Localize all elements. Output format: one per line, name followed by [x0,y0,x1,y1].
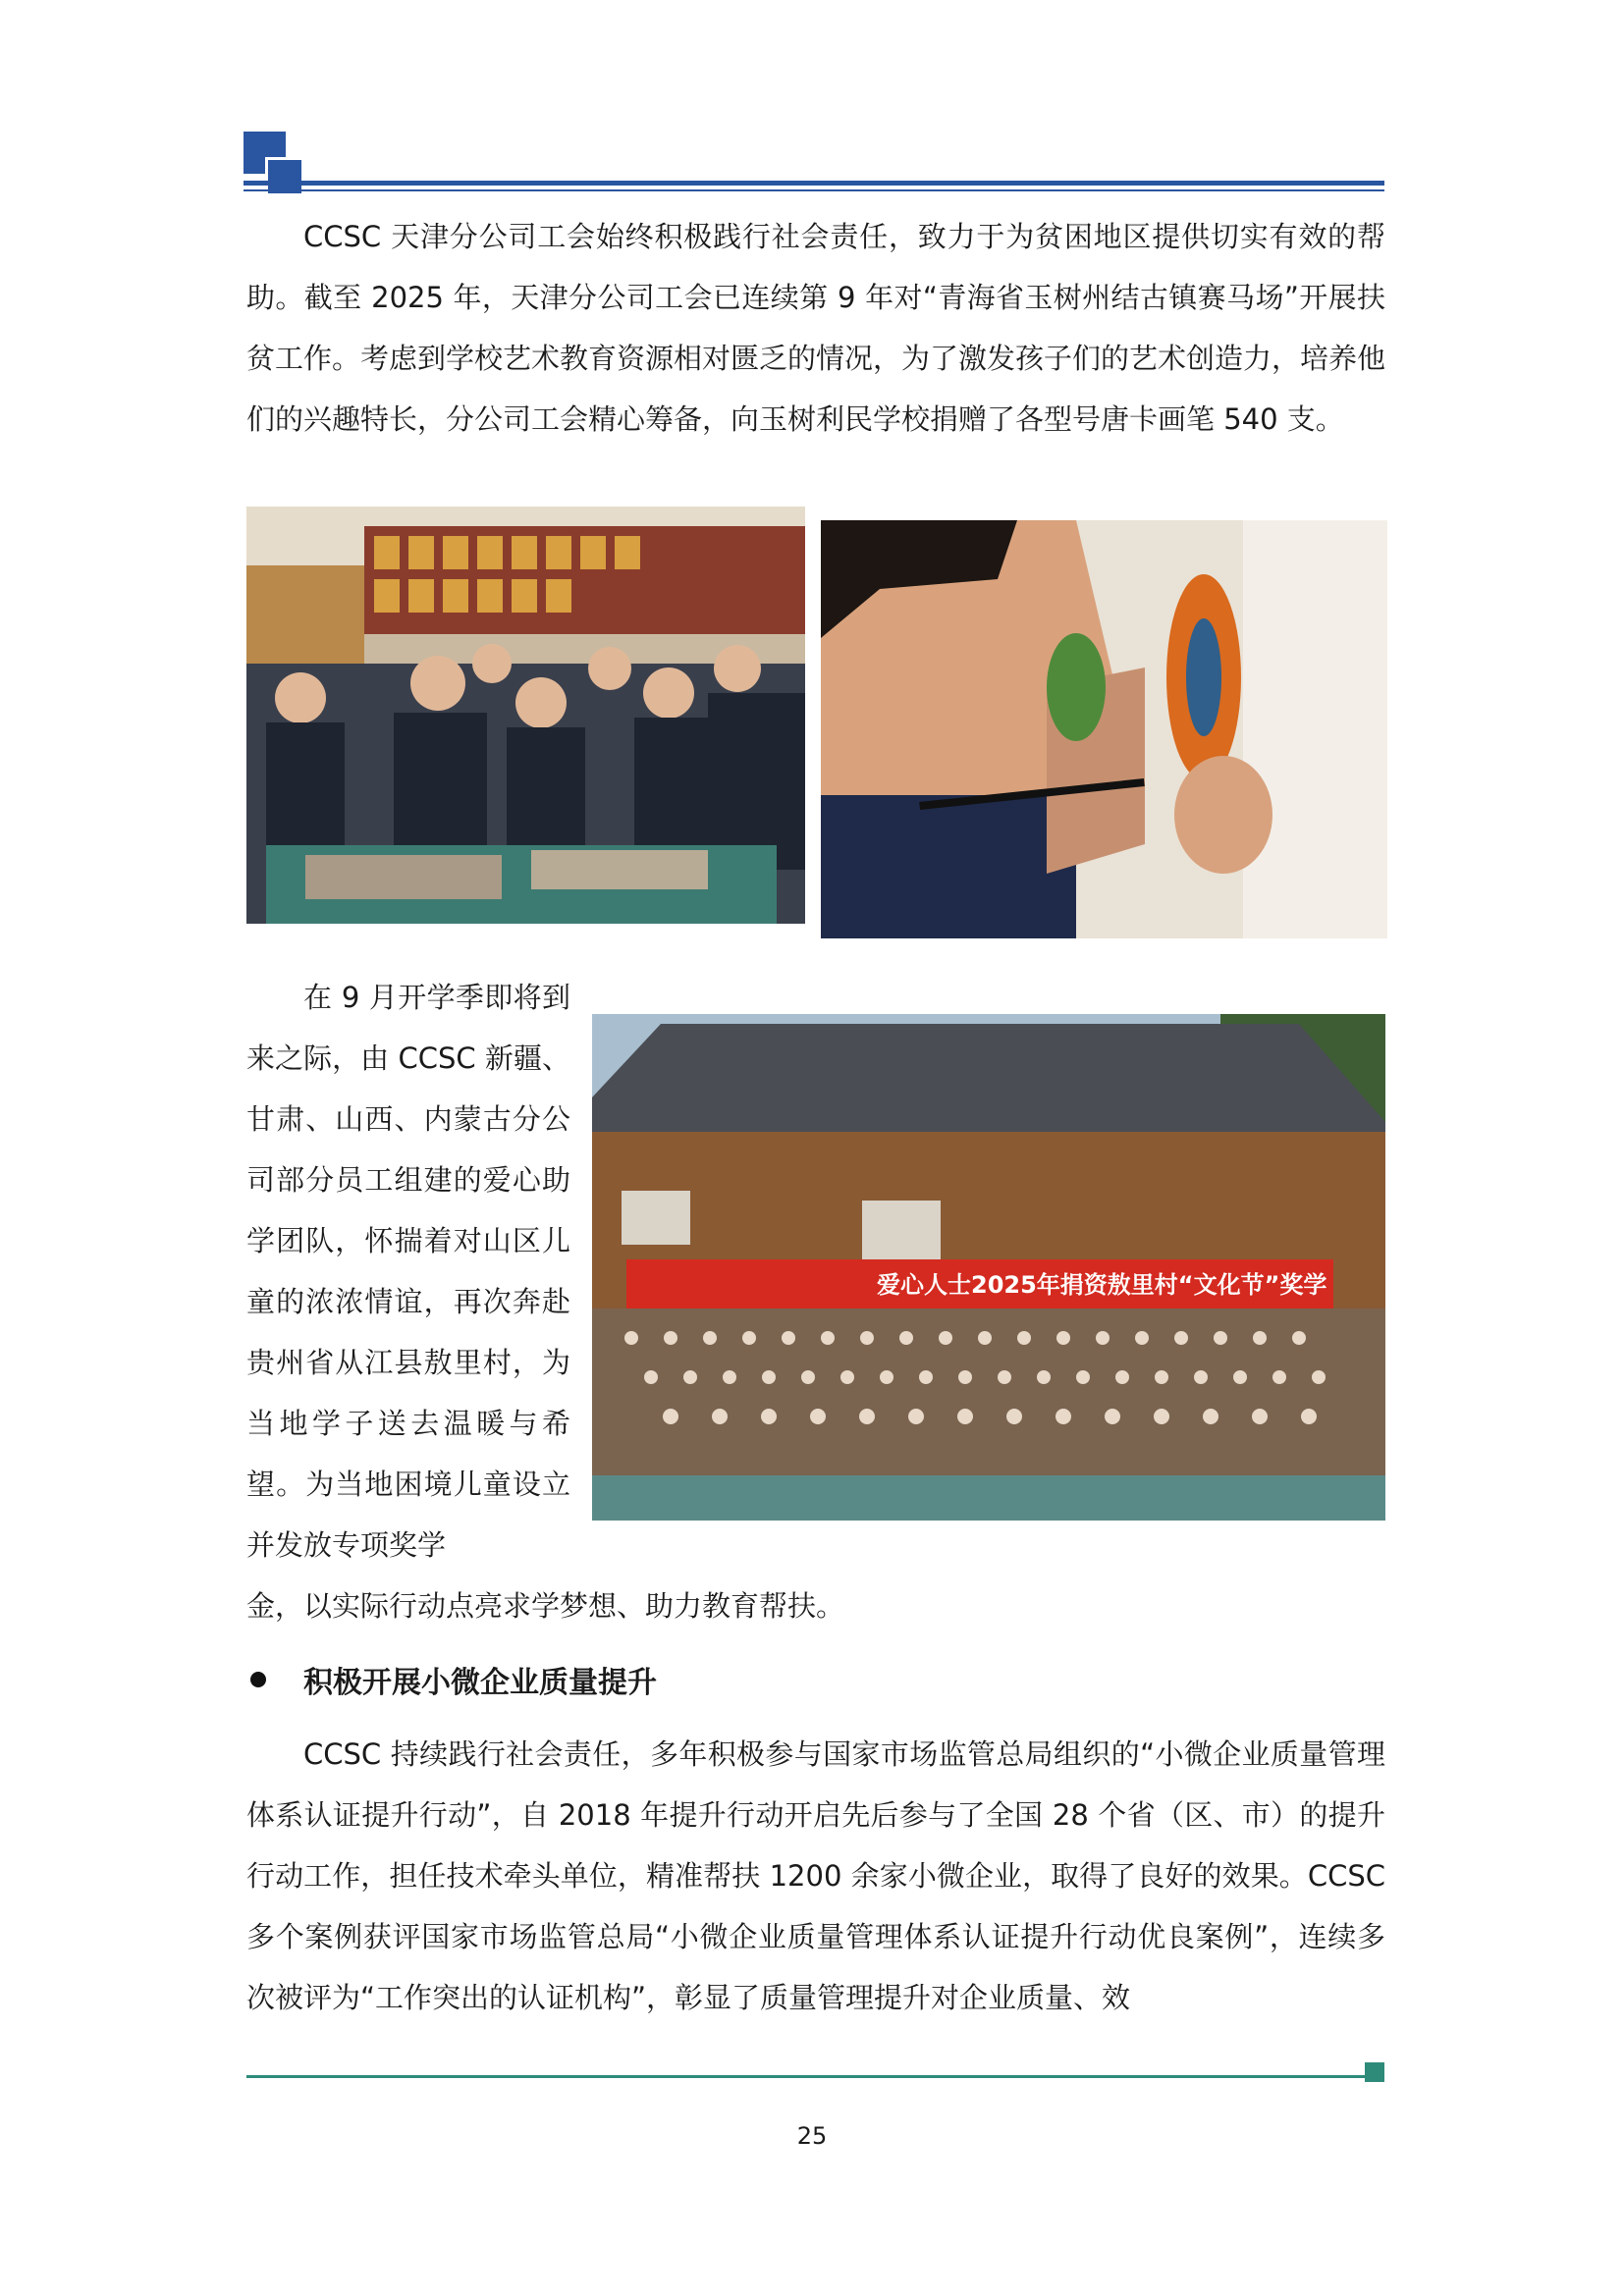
footer-square [1365,2062,1384,2082]
bullet-heading-text: 积极开展小微企业质量提升 [303,1666,657,1700]
banner-text: 爱心人士2025年捐资敖里村“文化节”奖学 [877,1271,1327,1299]
photo-students-receiving-brushes [246,507,805,924]
section-bullet-heading [246,1649,657,1710]
photo-group-scholarship-ceremony [592,1014,1385,1521]
footer-rule [246,2075,1366,2078]
bullet-dot-icon [250,1672,266,1687]
paragraph-tianjin-union: CCSC 天津分公司工会始终积极践行社会责任，致力于为贫困地区提供切实有效的帮助。截至 2025 年，天津分公司工会已连续第 9 年对“青海省玉树州结古镇赛马场”开展扶贫工作。考虑到学校艺术教育资源相对匮乏的情况，为了激发孩子们的艺术创造力，培养他们的兴趣特长，分公司工会精心筹备，向玉树利民学校捐赠了各型号唐卡画笔 540 支。 [246,220,1386,436]
photo-student-painting-thangka [821,520,1387,938]
paragraph-small-enterprise-quality: CCSC 持续践行社会责任，多年积极参与国家市场监管总局组织的“小微企业质量管理体系认证提升行动”，自 2018 年提升行动开启先后参与了全国 28 个省（区、市）的提升行动工作，担任技术牵头单位，精准帮扶 1200 余家小微企业，取得了良好的效果。CCSC 多个案例获评国家市场监管总局“小微企业质量管理体系认证提升行动优良案例”，连续多次被评为“工作突出的认证机构”，彰显了质量管理提升对企业质量、效 [246,1737,1385,2014]
page-number: 25 [796,2122,828,2150]
header-rule-thick [244,181,1384,186]
paragraph-guizhou-aid: 在 9 月开学季即将到来之际，由 CCSC 新疆、甘肃、山西、内蒙古分公司部分员工组建的爱心助学团队，怀揣着对山区儿童的浓浓情谊，再次奔赴贵州省从江县敖里村，为当地学子送去温暖与希望。为当地困境儿童设立并发放专项奖学 [246,981,570,1562]
header-rule-thin [244,189,1384,191]
paragraph-guizhou-aid-continued: 金，以实际行动点亮求学梦想、助力教育帮扶。 [246,1589,845,1623]
